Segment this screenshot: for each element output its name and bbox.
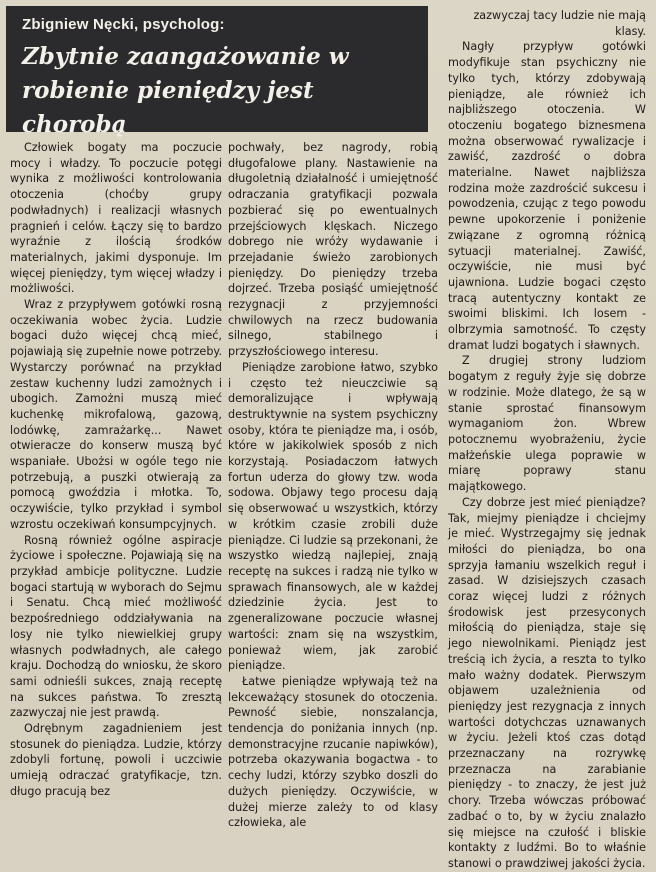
article-title: Zbytnie zaangażowanie w robienie pieniędzy jest chorobą: [22, 43, 349, 138]
text-column-2: [228, 140, 438, 831]
text-column-3: [448, 8, 646, 872]
text-column-1: [10, 140, 222, 800]
article-header: [6, 6, 428, 138]
paragraph: Wraz z przypływem gotówki rosną oczekiwania wobec życia. Ludzie bogaci dużo więcej chcą mieć, pojawiają się zupełnie nowe potrzeby. Wystarczy porównać na przykład zestaw kuchenny ludzi zamożnych i ubogich. Zamożni muszą mieć kuchenkę mikrofalową, gazową, lodówkę, zamrażarkę... Nawet otwieracze do konserw muszą być wspaniałe. Ubożsi w ogóle tego nie potrzebują, a puszki otwierają za pomocą gwoździa i młotka. To, oczywiście, tylko przykład i symbol wzrostu oczekiwań konsumpcyjnych.: [10, 298, 222, 531]
paragraph: pochwały, bez nagrody, robią długofalowe plany. Nastawienie na długoletnią działalność i umiejętność odraczania gratyfikacji pozwala pozbierać się po ewentualnych przejściowych klęskach. Niczego dobrego nie wróży wydawanie i przejadanie świeżo zarobionych pieniędzy. Do pieniędzy trzeba dojrzeć. Trzeba posiąść umiejętność rezygnacji z przyjemności chwilowych na rzecz budowania silnego, stabilnego i przyszłościowego interesu.: [228, 141, 438, 359]
paragraph: Pieniądze zarobione łatwo, szybko i często też nieuczciwie są demoralizujące i wpływają destruktywnie na system psychiczny osoby, która te pieniądze ma, i osób, które w jakikolwiek sposób z nich korzystają. Posiadaczom łatwych fortun uderza do głowy tzw. woda sodowa. Objawy tego procesu dają się obserwować u wszystkich, którzy w krótkim czasie zrobili duże pieniądze. Ci ludzie są przekonani, że wszystko wiedzą najlepiej, znają receptę na sukces i radzą nie tylko w sprawach finansowych, ale w każdej dziedzinie życia. Jest to zgeneralizowane poczucie własnej wartości: znam się na wszystkim, ponieważ wiem, jak zarobić pieniądze.: [228, 360, 438, 673]
paragraph: zazwyczaj tacy ludzie nie mają klasy.: [473, 9, 646, 38]
paragraph: Człowiek bogaty ma poczucie mocy i władzy. To poczucie potęgi wynika z możliwości kontrolowania otoczenia (choćby grupy podwładnych) i realizacji własnych pragnień i celów. Łączy się to bardzo wyraźnie z ilością środków materialnych, jakimi dysponuje. Im więcej pieniędzy, tym więcej władzy i możliwości.: [10, 141, 222, 296]
paragraph: Odrębnym zagadnieniem jest stosunek do pieniądza. Ludzie, którzy zdobyli fortunę, powoli i uczciwie umieją odraczać gratyfikacje, tzn. długo pracują bez: [10, 722, 222, 798]
author-line: Zbigniew Nęcki, psycholog:: [22, 16, 225, 33]
paragraph: Łatwe pieniądze wpływają też na lekceważący stosunek do otoczenia. Pewność siebie, nonszalancja, tendencja do poniżania innych (np. demonstracyjne rzucanie napiwków), potrzeba okazywania bogactwa - to cechy ludzi, którzy szybko doszli do dużych pieniędzy. Oczywiście, w dużej mierze zależy to od klasy człowieka, ale: [228, 674, 438, 830]
paragraph: Nagły przypływ gotówki modyfikuje stan psychiczny nie tylko tych, którzy zdobywają pieniądze, ale również ich najbliższego otoczenia. W otoczeniu bogatego biznesmena można obserwować rywalizacje i zawiść, zazdrość o dobra materialne. Nawet najbliższa rodzina może zazdrościć sukcesu i powodzenia, czując z tego powodu pewne upokorzenie i poniżenie związane z ogromną różnicą sytuacji materialnej. Zawiść, oczywiście, nie musi być ujawniona. Ludzie bogaci często tracą autentyczny kontakt ze swoimi bliskimi. Ich losem - olbrzymia samotność. To częsty dramat ludzi bogatych i sławnych.: [448, 40, 646, 352]
paragraph: Z drugiej strony ludziom bogatym z reguły żyje się dobrze w rodzinie. Może dlatego, że są w stanie sprostać finansowym wymaganiom żon. Wbrew potocznemu wyobrażeniu, życie małżeńskie ulega poprawie w miarę poprawy stanu majątkowego.: [448, 354, 646, 494]
paragraph: Rosną również ogólne aspiracje życiowe i społeczne. Pojawiają się na przykład ambicje polityczne. Ludzie bogaci startują w wyborach do Sejmu i Senatu. Chcą mieć możliwość bezpośredniego oddziaływania na losy nie tylko niewielkiej grupy własnych podwładnych, ale całego kraju. Dochodzą do wniosku, że skoro sami odnieśli sukces, znają receptę na sukces państwa. To zresztą zazwyczaj nie jest prawdą.: [10, 533, 222, 720]
paragraph: Czy dobrze jest mieć pieniądze? Tak, miejmy pieniądze i chciejmy je mieć. Wystrzegajmy się jednak miłości do pieniądza, bo ona sprzyja łamaniu wszelkich reguł i zasad. W dzisiejszych czasach coraz więcej ludzi z różnych środowisk jest przesyconych miłością do pieniądza, staje się jego niewolnikami. Pieniądz jest treścią ich życia, a reszta to tylko mało ważny dodatek. Pierwszym objawem uzależnienia od pieniędzy jest rezygnacja z innych wartości dotychczas uznawanych w życiu. Jeżeli ktoś czas dotąd przeznaczany na rozrywkę przeznacza na zarabianie pieniędzy - to znaczy, że jest już chory. Trzeba wówczas próbować zadbać o to, by w życiu znalazło się miejsce na czułość i bliskie kontakty z ludźmi. Bo to właśnie stanowi o prawdziwej jakości życia.: [448, 495, 646, 870]
